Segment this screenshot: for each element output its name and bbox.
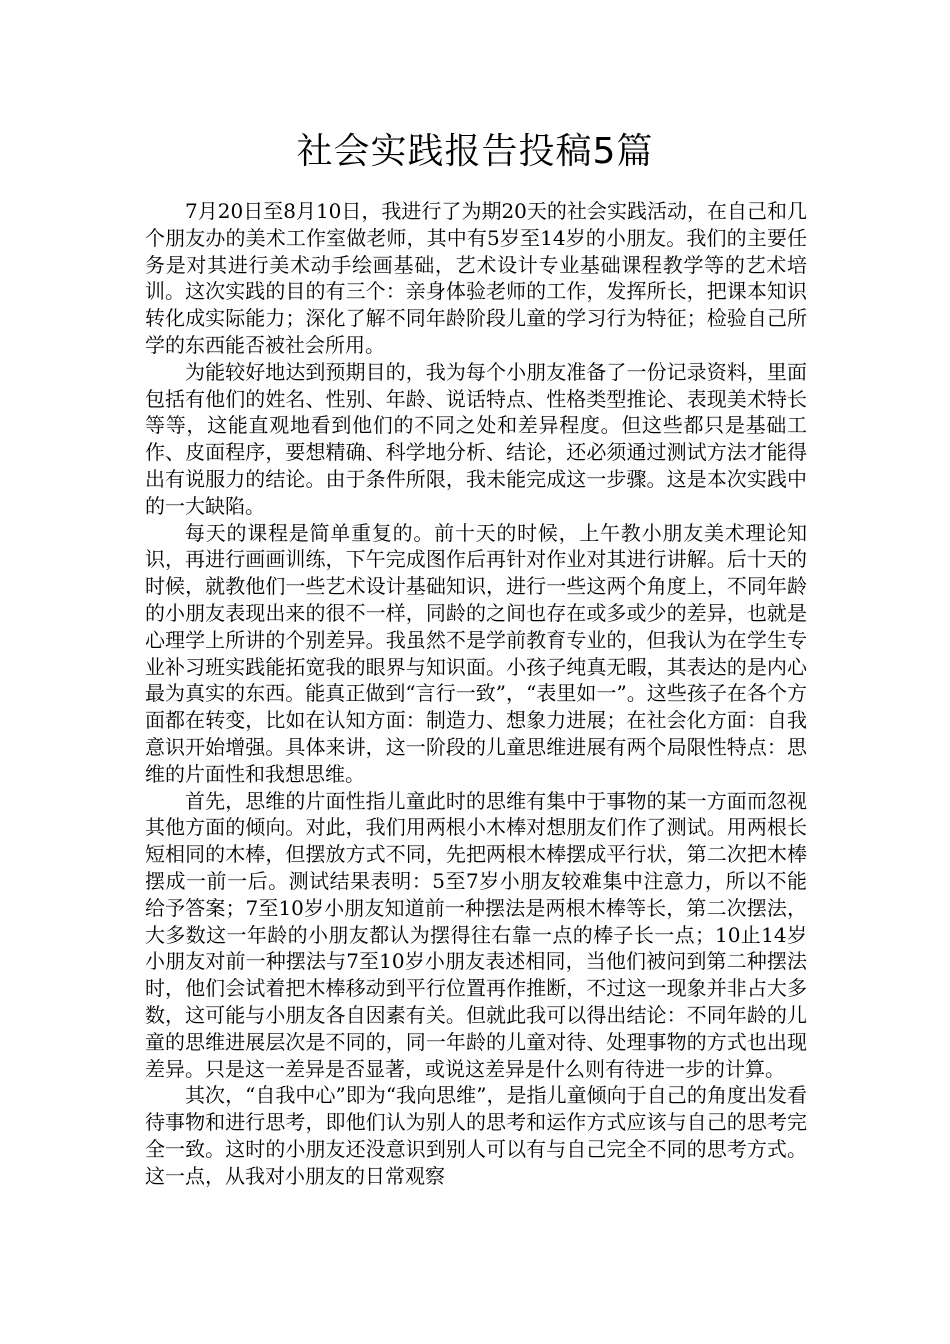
paragraph-3: 每天的课程是简单重复的。前十天的时候，上午教小朋友美术理论知识，再进行画画训练，下午完成图作后再针对作业对其进行讲解。后十天的时候，就教他们一些艺术设计基础知识，进行一些这两个角度上，不同年龄的小朋友表现出来的很不一样，同龄的之间也存在或多或少的差异，也就是心理学上所讲的个别差异。我虽然不是学前教育专业的，但我认为在学生专业补习班实践能拓宽我的眼界与知识面。小孩子纯真无暇，其表达的是内心最为真实的东西。能真正做到“言行一致”，“表里如一”。这些孩子在各个方面都在转变，比如在认知方面：制造力、想象力进展；在社会化方面：自我意识开始增强。具体来讲，这一阶段的儿童思维进展有两个局限性特点：思维的片面性和我想思维。 <box>145 520 807 786</box>
document-body <box>145 198 807 1189</box>
paragraph-5: 其次，“自我中心”即为“我向思维”，是指儿童倾向于自己的角度出发看待事物和进行思考，即他们认为别人的思考和运作方式应该与自己的思考完全一致。这时的小朋友还没意识到别人可以有与自己完全不同的思考方式。这一点，从我对小朋友的日常观察 <box>145 1083 807 1188</box>
paragraph-1: 7月20日至8月10日，我进行了为期20天的社会实践活动，在自己和几个朋友办的美术工作室做老师，其中有5岁至14岁的小朋友。我们的主要任务是对其进行美术动手绘画基础，艺术设计专业基础课程教学等的艺术培训。这次实践的目的有三个：亲身体验老师的工作，发挥所长，把课本知识转化成实际能力；深化了解不同年龄阶段儿童的学习行为特征；检验自己所学的东西能否被社会所用。 <box>145 199 807 357</box>
paragraph-4: 首先，思维的片面性指儿童此时的思维有集中于事物的某一方面而忽视其他方面的倾向。对此，我们用两根小木棒对想朋友们作了测试。用两根长短相同的木棒，但摆放方式不同，先把两根木棒摆成平行状，第二次把木棒摆成一前一后。测试结果表明：5至7岁小朋友较难集中注意力，所以不能给予答案；7至10岁小朋友知道前一种摆法是两根木棒等长，第二次摆法，大多数这一年龄的小朋友都认为摆得往右靠一点的棒子长一点；10止14岁小朋友对前一种摆法与7至10岁小朋友表述相同，当他们被问到第二种摆法时，他们会试着把木棒移动到平行位置再作推断，不过这一现象并非占大多数，这可能与小朋友各自因素有关。但就此我可以得出结论：不同年龄的儿童的思维进展层次是不同的，同一年龄的儿童对待、处理事物的方式也出现差异。只是这一差异是否显著，或说这差异是什么则有待进一步的计算。 <box>145 788 807 1081</box>
paragraph-2: 为能较好地达到预期目的，我为每个小朋友准备了一份记录资料，里面包括有他们的姓名、性别、年龄、说话特点、性格类型推论、表现美术特长等等，这能直观地看到他们的不同之处和差异程度。但这些都只是基础工作、皮面程序，要想精确、科学地分析、结论，还必须通过测试方法才能得出有说服力的结论。由于条件所限，我未能完成这一步骤。这是本次实践中的一大缺陷。 <box>145 359 807 518</box>
document-title: 社会实践报告投稿5篇 <box>296 131 654 172</box>
